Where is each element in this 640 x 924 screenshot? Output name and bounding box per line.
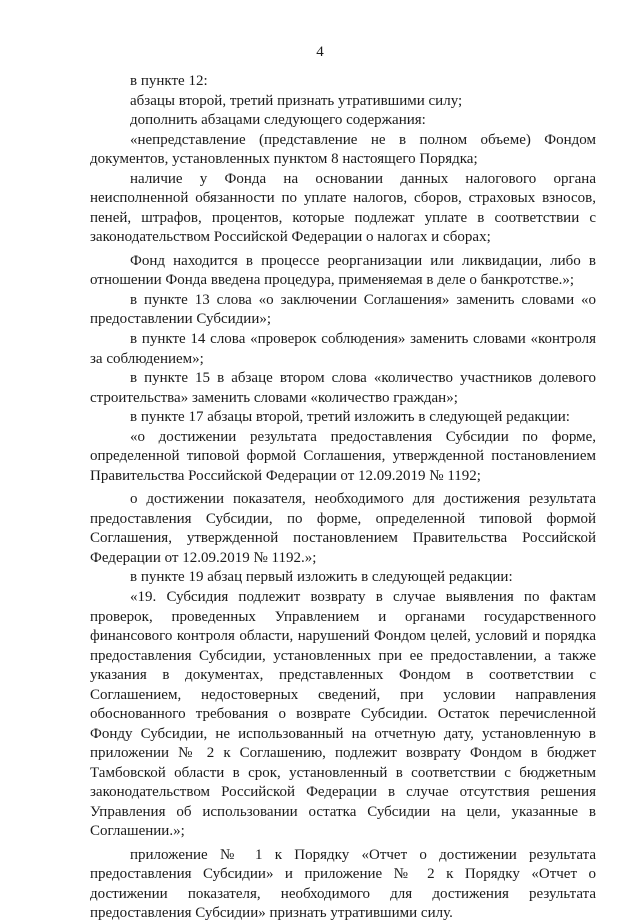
paragraph: в пункте 19 абзац первый изложить в следующей редакции:: [130, 569, 513, 586]
paragraph: наличие у Фонда на основании данных налогового органа неисполненной обязанности по уплате налогов, сборов, страховых взносов, пеней, штрафов, процентов, которые подлежат уплате в соответствии с законодательством Российской Федерации о налогах и сборах;: [90, 170, 596, 246]
paragraph: «о достижении результата предоставления Субсидии по форме, определенной типовой формой Соглашения, утвержденной постановлением Правительства Российской Федерации от 12.09.2019 № 1192;: [90, 428, 596, 484]
paragraph: «непредставление (представление не в полном объеме) Фондом документов, установленных пунктом 8 настоящего Порядка;: [90, 131, 596, 168]
document-body: [90, 72, 596, 924]
paragraph: Фонд находится в процессе реорганизации или ликвидации, либо в отношении Фонда введена процедура, применяемая в деле о банкротстве.»;: [90, 252, 596, 289]
paragraph: в пункте 17 абзацы второй, третий изложить в следующей редакции:: [130, 409, 570, 426]
paragraph: в пункте 12:: [130, 73, 208, 89]
paragraph: приложение № 1 к Порядку «Отчет о достижении результата предоставления Субсидии» и приложение № 2 к Порядку «Отчет о достижении показателя, необходимого для достижения результата предоставления Субсидии» признать утратившими силу.: [90, 846, 596, 922]
paragraph: «19. Субсидия подлежит возврату в случае выявления по фактам проверок, проведенных Управлением и органами государственного финансового контроля области, нарушений Фондом целей, условий и порядка предоставления Субсидии, установленных при ее предоставлении, а также указания в документах, представленных Фондом в соответствии с Соглашением, недостоверных сведений, при условии направления обоснованного требования о возврате Субсидии. Остаток перечисленной Фонду Субсидии, не использованный на отчетную дату, установленную в приложении № 2 к Соглашению, подлежит возврату Фондом в бюджет Тамбовской области в срок, установленный в соответствии с бюджетным законодательством Российской Федерации в случае отсутствия решения Управления об использовании остатка Субсидии на цели, указанные в Соглашении.»;: [90, 589, 596, 840]
paragraph: дополнить абзацами следующего содержания:: [130, 112, 426, 129]
paragraph: в пункте 14 слова «проверок соблюдения» заменить словами «контроля за соблюдением»;: [90, 331, 596, 367]
paragraph: в пункте 15 в абзаце втором слова «количество участников долевого строительства» заменить словами «количество граждан»;: [90, 370, 596, 406]
paragraph: о достижении показателя, необходимого для достижения результата предоставления Субсидии, по форме, определенной типовой формой Соглашения, утвержденной постановлением Правительства Российской Федерации от 12.09.2019 № 1192.»;: [90, 491, 596, 566]
paragraph: в пункте 13 слова «о заключении Соглашения» заменить словами «о предоставлении Субсидии»;: [90, 291, 596, 328]
paragraph: абзацы второй, третий признать утратившими силу;: [130, 92, 463, 109]
page-number: 4: [316, 44, 324, 60]
